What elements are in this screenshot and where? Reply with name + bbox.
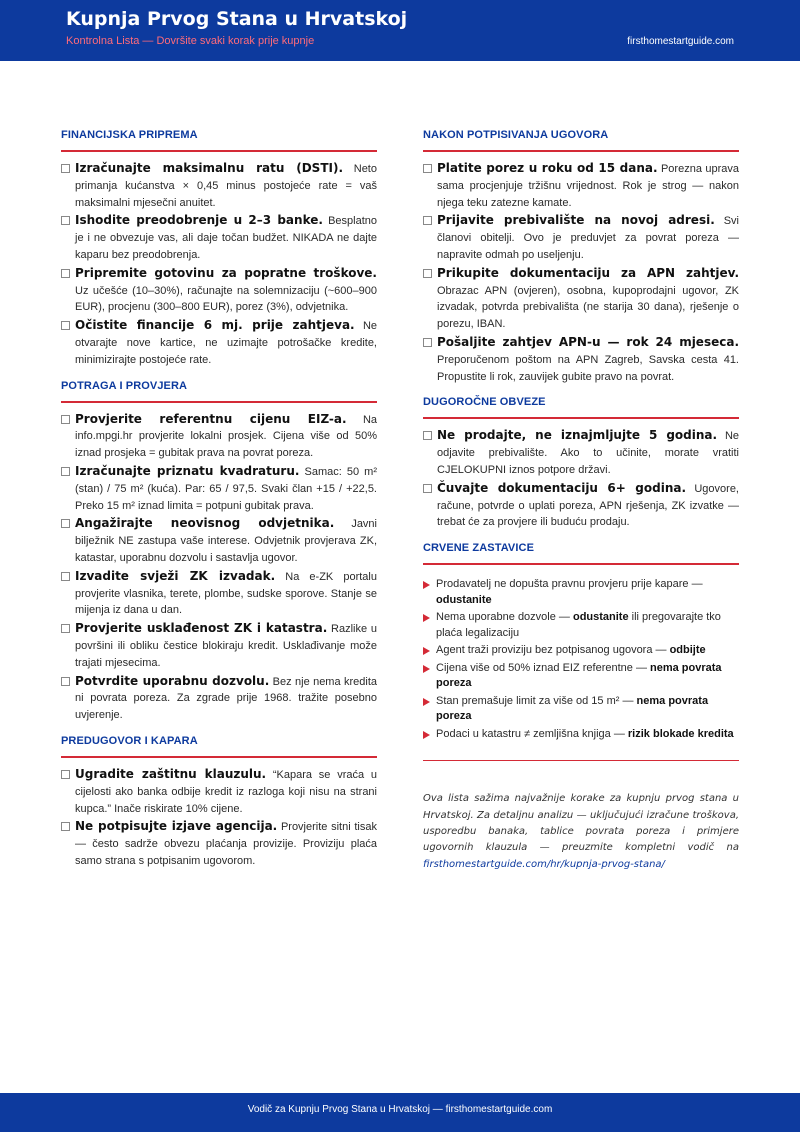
checkbox[interactable]: [423, 216, 432, 225]
warning-triangle-icon: [423, 665, 430, 673]
checkbox[interactable]: [423, 269, 432, 278]
item-text: Besplatno je i ne obvezuje vas, ali daje točan budžet. NIKADA ne dajte kaparu bez preodobrenja.: [75, 215, 377, 261]
checkbox[interactable]: [61, 216, 70, 225]
checkbox[interactable]: [61, 572, 70, 581]
red-flag-action: rizik blokade kredita: [627, 727, 734, 740]
section-title: PREDUGOVOR I KAPARA: [61, 734, 198, 747]
right-column: [423, 128, 739, 873]
page-subtitle: Kontrolna Lista — Dovršite svaki korak prije kupnje: [66, 35, 315, 47]
item-heading: Provjerite usklađenost ZK i katastra.: [75, 621, 328, 636]
item-heading: Očistite financije 6 mj. prije zahtjeva.: [75, 318, 355, 333]
section-title: DUGOROČNE OBVEZE: [423, 396, 546, 409]
item-heading: Pripremite gotovinu za popratne troškove.: [75, 265, 377, 280]
page-footer: [0, 1093, 800, 1132]
page-header: [0, 0, 800, 61]
item-heading: Prijavite prebivalište na novoj adresi.: [437, 213, 715, 228]
red-flag-action: nema povrata poreza: [436, 661, 722, 690]
item-heading: Ugradite zaštitnu klauzulu.: [75, 766, 267, 781]
red-flag-item: [423, 610, 739, 641]
item-text: Obrazac APN (ovjeren), osobna, kupoprodajni ugovor, ZK izvadak, potvrda prebivališta (ne starija 30 dana), rješenje o porezu, IBAN.: [437, 284, 739, 331]
item-heading: Izračunajte priznatu kvadraturu.: [75, 463, 300, 478]
section-divider: [423, 563, 739, 565]
red-flag-action: odbijte: [669, 644, 706, 657]
item-text: Bez nje nema kredita ni povrata poreza. Za zgrade prije 1968. tražite posebno uvjerenje.: [75, 675, 377, 722]
header-site-link[interactable]: firsthomestartguide.com: [627, 36, 734, 47]
red-flag-text: Podaci u katastru ≠ zemljišna knjiga —: [436, 727, 628, 740]
red-flag-text: Cijena više od 50% iznad EIZ referentne —: [436, 661, 651, 674]
section-title: NAKON POTPISIVANJA UGOVORA: [423, 129, 609, 141]
item-heading: Platite porez u roku od 15 dana.: [437, 161, 658, 175]
item-heading: Ne prodajte, ne iznajmljujte 5 godina.: [437, 428, 718, 443]
left-column: [61, 128, 377, 880]
section-divider: [61, 150, 377, 152]
checklist-item: [61, 620, 377, 671]
checklist-section: [61, 379, 377, 724]
section-title: FINANCIJSKA PRIPREMA: [61, 129, 198, 141]
item-text: Porezna uprava sama procjenjuje tržišnu vrijednost. Rok je strog — nakon njega teku zatezne kamate.: [437, 163, 739, 209]
item-text: Provjerite sitni tisak — često sadrže obvezu plaćanja provizije. Proviziju plaća samo strana s potpisanim ugovorom.: [75, 821, 377, 867]
checklist-item: [61, 673, 377, 724]
checklist-section: [423, 395, 739, 531]
item-text: Ugovore, račune, potvrde o uplati poreza, APN rješenja, ZK izvatke — trebat će za provjere ili buduću prodaju.: [437, 482, 739, 529]
checklist-item: [61, 317, 377, 368]
checklist-item: [423, 212, 739, 263]
item-heading: Provjerite referentnu cijenu EIZ-a.: [75, 411, 347, 426]
footer-text: Vodič za Kupnju Prvog Stana u Hrvatskoj — firsthomestartguide.com: [247, 1104, 553, 1115]
checklist-item: [61, 411, 377, 462]
item-text: Na info.mpgi.hr provjerite lokalni prosjek. Cijena više od 50% iznad prosjeka = gubitak prava na povrat poreza.: [75, 413, 377, 460]
checkbox[interactable]: [423, 338, 432, 347]
checklist-section: [61, 128, 377, 369]
item-text: Ne odjavite prebivalište. Ako to učinite, morate vratiti CJELOKUPNI iznos potpore državi.: [437, 430, 740, 476]
item-heading: Angažirajte neovisnog odvjetnika.: [75, 516, 335, 531]
checklist-item: [61, 265, 377, 316]
checkbox[interactable]: [61, 467, 70, 476]
checkbox[interactable]: [423, 484, 432, 493]
checkbox[interactable]: [61, 770, 70, 779]
warning-triangle-icon: [423, 581, 430, 589]
item-heading: Pošaljite zahtjev APN-u — rok 24 mjeseca.: [437, 334, 739, 349]
warning-triangle-icon: [423, 614, 430, 622]
item-heading: Izvadite svježi ZK izvadak.: [75, 568, 276, 583]
checklist-item: [61, 212, 377, 263]
checklist-item: [423, 334, 739, 385]
checklist-item: [423, 265, 739, 333]
warning-triangle-icon: [423, 647, 430, 655]
checklist-item: [61, 568, 377, 619]
checkbox[interactable]: [61, 624, 70, 633]
checklist-item: [61, 515, 377, 566]
checkbox[interactable]: [61, 269, 70, 278]
item-text: Svi članovi obitelji. Ovo je preduvjet za povrat poreza — napravite odmah po useljenju.: [437, 215, 739, 261]
item-text: Na e-ZK portalu provjerite vlasnika, terete, plombe, sudske sporove. Stanje se mijenja iz dana u dan.: [75, 570, 377, 617]
item-text: Ne otvarajte nove kartice, ne uzimajte potrošačke kredite, minimizirajte postojeće rate.: [75, 320, 378, 366]
item-text: Neto primanja kućanstva × 0,45 minus postojeće rate = vaš maksimalni mjesečni anuitet.: [75, 163, 377, 209]
checklist-item: [61, 463, 377, 514]
item-heading: Potvrdite uporabnu dozvolu.: [75, 673, 270, 688]
item-text: Preporučenom poštom na APN Zagreb, Savska cesta 41. Propustite li rok, zauvijek gubite pravo na povrat.: [437, 353, 739, 383]
red-flag-text: Agent traži proviziju bez potpisanog ugovora —: [436, 644, 670, 657]
section-divider: [61, 756, 377, 758]
section-divider: [423, 150, 739, 152]
checklist-item: [61, 766, 377, 817]
checklist-section: [423, 128, 739, 385]
red-flag-suffix: ili pregovarajte tko plaća legalizaciju: [436, 611, 721, 639]
checklist-item: [423, 427, 739, 478]
checkbox[interactable]: [61, 164, 70, 173]
checklist-item: [61, 818, 377, 869]
warning-triangle-icon: [423, 698, 430, 706]
checkbox[interactable]: [61, 321, 70, 330]
checkbox[interactable]: [61, 519, 70, 528]
item-text: “Kapara se vraća u cijelosti ako banka odbije kredit iz razloga koji nisu na strani kupca.” Inače riskirate 10% cijene.: [75, 768, 377, 815]
item-heading: Prikupite dokumentaciju za APN zahtjev.: [437, 265, 739, 280]
item-heading: Ishodite preodobrenje u 2–3 banke.: [75, 213, 323, 228]
checklist-item: [423, 160, 739, 211]
red-flag-item: [423, 727, 739, 743]
red-flag-item: [423, 643, 739, 659]
item-text: Javni bilježnik NE zastupa vaše interese. Odvjetnik provjerava ZK, katastar, uporabnu dozvolu i sastavlja ugovor.: [75, 518, 377, 564]
item-text: Razlike u površini ili obliku čestice blokiraju kredit. Usklađivanje može trajati mjesecima.: [75, 623, 378, 669]
checklist-item: [61, 160, 377, 211]
checkbox[interactable]: [423, 164, 432, 173]
section-title: POTRAGA I PROVJERA: [61, 379, 188, 392]
checklist-item: [423, 480, 739, 531]
checkbox[interactable]: [423, 431, 432, 440]
red-flag-item: [423, 577, 739, 608]
section-divider: [61, 401, 377, 403]
item-heading: Ne potpisujte izjave agencija.: [75, 819, 278, 834]
item-heading: Čuvajte dokumentaciju 6+ godina.: [437, 480, 687, 495]
red-flag-text: Stan premašuje limit za više od 15 m² —: [436, 694, 637, 707]
red-flag-item: [423, 661, 739, 692]
summary-note-text: Ova lista sažima najvažnije korake za kupnju prvog stana u Hrvatskoj. Za detaljnu analizu — uključujući izračune troškova, usporedbu banaka, tablice povrata poreza i primjere ugovornih klauzula — preuzmite kompletni vodič na: [423, 793, 739, 854]
checkbox[interactable]: [61, 415, 70, 424]
checkbox[interactable]: [61, 677, 70, 686]
summary-note: [423, 791, 739, 873]
red-flag-item: [423, 694, 739, 725]
guide-link[interactable]: firsthomestartguide.com/hr/kupnja-prvog-stana/: [423, 858, 665, 870]
red-flag-text: Nema uporabne dozvole —: [436, 611, 573, 624]
red-flag-action: nema povrata poreza: [436, 694, 709, 723]
section-divider: [423, 417, 739, 419]
red-flag-action: odustanite: [436, 593, 492, 606]
section-divider: [423, 760, 739, 761]
checklist-section: [61, 734, 377, 870]
page-title: Kupnja Prvog Stana u Hrvatskoj: [66, 8, 408, 30]
item-heading: Izračunajte maksimalnu ratu (DSTI).: [75, 161, 344, 175]
section-title: CRVENE ZASTAVICE: [423, 542, 535, 555]
checkbox[interactable]: [61, 822, 70, 831]
item-text: Uz učešće (10–30%), računajte na solemnizaciju (~600–900 EUR), procjenu (300–800 EUR), porez (3%), odvjetnika.: [75, 284, 377, 314]
warning-triangle-icon: [423, 731, 430, 739]
item-text: Samac: 50 m² (stan) / 75 m² (kuća). Par: 65 / 97,5. Svaki član +15 / +22,5. Preko 15 m² iznad limita = potpuni gubitak prava.: [75, 465, 377, 512]
section-red-flags: [423, 541, 739, 761]
red-flag-text: Prodavatelj ne dopušta pravnu provjeru prije kapare —: [436, 578, 703, 591]
red-flag-action: odustanite: [572, 611, 629, 624]
